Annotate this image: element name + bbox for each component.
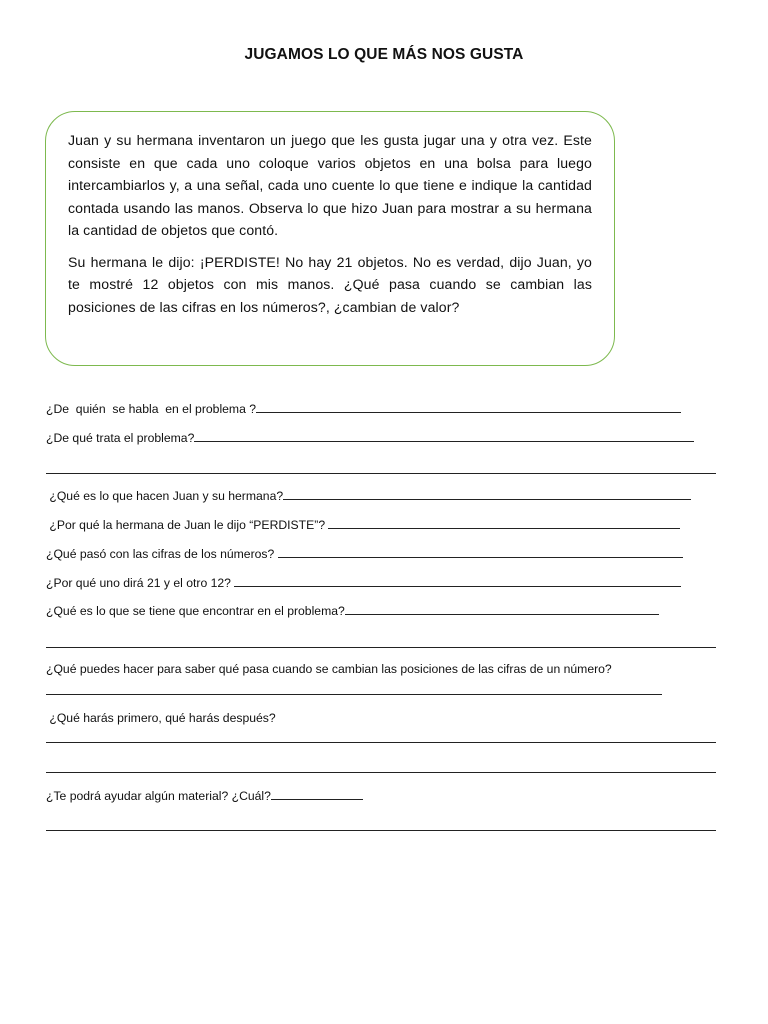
question-3	[46, 489, 691, 503]
answer-blank-1[interactable]	[256, 402, 681, 413]
question-7	[46, 604, 659, 618]
question-1-text: ¿De quién se habla en el problema ?	[46, 402, 257, 416]
answer-blank-3[interactable]	[283, 489, 691, 500]
question-8-text: ¿Qué puedes hacer para saber qué pasa cuando se cambian las posiciones de las cifras de un número?	[46, 662, 612, 676]
question-6	[46, 576, 681, 590]
question-9	[46, 711, 276, 725]
page-title: JUGAMOS LO QUE MÁS NOS GUSTA	[244, 46, 524, 63]
question-10	[46, 789, 363, 803]
answer-blank-4[interactable]	[328, 518, 680, 529]
question-2-text: ¿De qué trata el problema?	[46, 431, 195, 445]
problem-paragraph-1: Juan y su hermana inventaron un juego que les gusta jugar una y otra vez. Este consiste en que cada uno coloque varios objetos en una bolsa para luego intercambiarlos y, a una señal, cada uno cuente lo que tiene e indique la cantidad contada usando las manos. Observa lo que hizo Juan para mostrar a su hermana la cantidad de objetos que contó.	[68, 132, 592, 238]
answer-line-7b[interactable]	[46, 647, 716, 648]
answer-blank-7[interactable]	[345, 604, 659, 615]
answer-blank-10[interactable]	[271, 789, 363, 800]
question-9-text: ¿Qué harás primero, qué harás después?	[46, 711, 276, 725]
question-2	[46, 431, 694, 445]
answer-blank-5[interactable]	[278, 547, 683, 558]
question-3-text: ¿Qué es lo que hacen Juan y su hermana?	[46, 489, 284, 503]
question-5-text: ¿Qué pasó con las cifras de los números?	[46, 547, 278, 561]
question-8	[46, 662, 612, 676]
problem-box	[45, 111, 615, 366]
question-4-text: ¿Por qué la hermana de Juan le dijo “PERDISTE”?	[46, 518, 329, 532]
answer-line-9b[interactable]	[46, 772, 716, 773]
question-5	[46, 547, 683, 561]
answer-blank-6[interactable]	[234, 576, 681, 587]
answer-blank-2[interactable]	[194, 431, 694, 442]
question-7-text: ¿Qué es lo que se tiene que encontrar en el problema?	[46, 604, 345, 618]
question-1	[46, 402, 681, 416]
question-4	[46, 518, 680, 532]
answer-line-10b[interactable]	[46, 830, 716, 831]
answer-line-9a[interactable]	[46, 742, 716, 743]
question-10-text: ¿Te podrá ayudar algún material? ¿Cuál?	[46, 789, 271, 803]
answer-line-8[interactable]	[46, 694, 662, 695]
problem-paragraph-2: Su hermana le dijo: ¡PERDISTE! No hay 21 objetos. No es verdad, dijo Juan, yo te mostré 12 objetos con mis manos. ¿Qué pasa cuando se cambian las posiciones de las cifras en los números?, ¿cambian de valor?	[68, 253, 592, 315]
answer-line-2b[interactable]	[46, 473, 716, 474]
question-6-text: ¿Por qué uno dirá 21 y el otro 12?	[46, 576, 235, 590]
